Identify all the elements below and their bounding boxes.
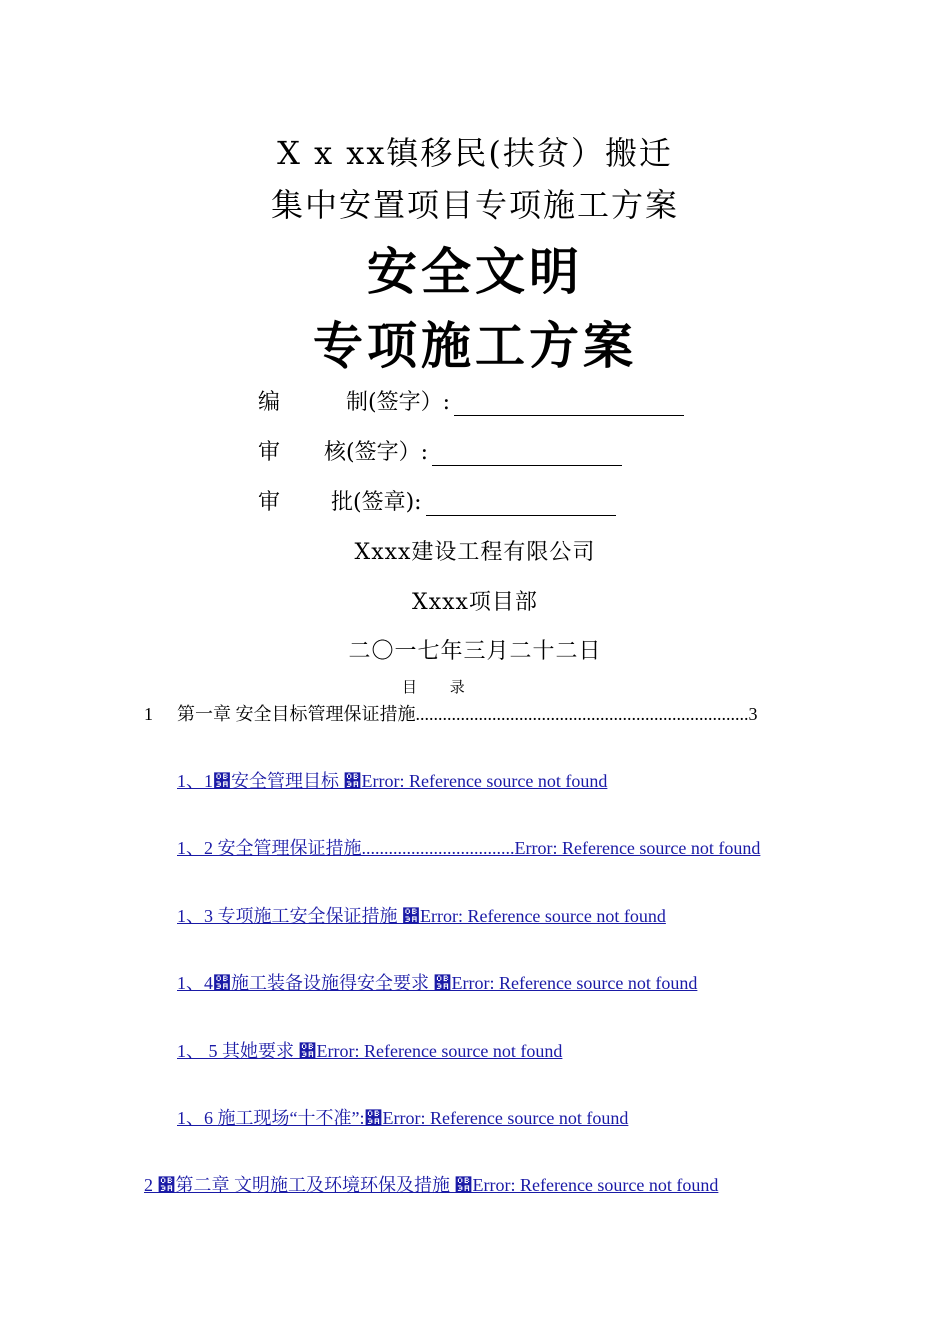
signature-review-line[interactable] [432, 443, 622, 466]
signature-approve [258, 485, 616, 516]
toc-entry-1-1[interactable]: 1、1଺安全管理目标 ଺Error: Reference source not found [177, 771, 608, 791]
toc-entry-1-4[interactable]: 1、4଺施工装备设施得安全要求 ଺Error: Reference source not found [177, 973, 698, 993]
toc-entry-1-5[interactable]: 1、 5 其她要求 ଺Error: Reference source not found [177, 1041, 563, 1061]
main-title-line2: 专项施工方案 [313, 316, 637, 375]
toc-chapter1-number: 1 [144, 704, 153, 724]
toc-chapter1-text: 第一章 安全目标管理保证措施 [177, 704, 416, 724]
toc-chapter1-page: 3 [748, 704, 758, 724]
toc-chapter2[interactable]: 2 ଺第二章 文明施工及环境环保及措施 ଺Error: Reference source not found [144, 1175, 719, 1195]
signature-review-label: 审 核(签字）: [258, 440, 428, 465]
signature-approve-label: 审 批(签章): [258, 490, 422, 515]
signature-compile [258, 385, 684, 416]
signature-approve-line[interactable] [426, 493, 616, 516]
toc-entry-1-2[interactable]: 1、2 安全管理保证措施..................................Error: Reference source not found [177, 838, 761, 858]
project-title-line2: 集中安置项目专项施工方案 [270, 186, 679, 224]
signature-compile-label: 编 制(签字）: [258, 390, 450, 415]
department-name: Xxxx项目部 [412, 590, 538, 615]
toc-entry-1-3[interactable]: 1、3 专项施工安全保证措施 ଺Error: Reference source not found [177, 906, 666, 926]
main-title-line1: 安全文明 [367, 242, 583, 301]
toc-chapter1-dots: .......................................................................... [415, 704, 749, 724]
document-date: 二〇一七年三月二十二日 [348, 639, 602, 664]
signature-review [258, 435, 622, 466]
signature-compile-line[interactable] [454, 393, 684, 416]
toc-chapter1 [144, 700, 808, 726]
toc-heading: 目 录 [402, 678, 479, 696]
company-name: Xxxx建设工程有限公司 [354, 540, 596, 565]
project-title-line1: X x xx镇移民(扶贫）搬迁 [277, 134, 673, 172]
toc-entry-1-6[interactable]: 1、6 施工现场“十不准”:଺Error: Reference source not found [177, 1108, 629, 1128]
